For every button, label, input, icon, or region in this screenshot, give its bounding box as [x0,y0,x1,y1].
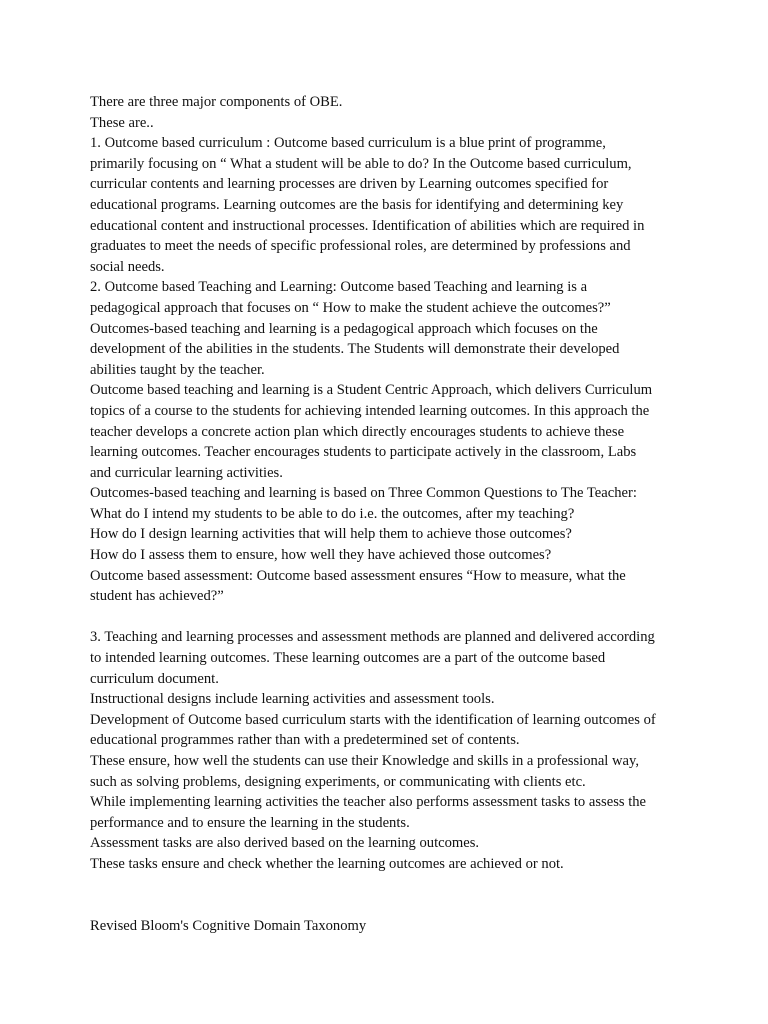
text-line: and curricular learning activities. [90,464,283,481]
section-teaching-assessment [90,627,690,874]
text-line: These are.. [90,114,154,131]
text-line: While implementing learning activities the teacher also performs assessment tasks to assess the [90,794,647,811]
text-line: primarily focusing on “ What a student will be able to do? In the Outcome based curriculum, [90,155,632,172]
text-line: Outcome based teaching and learning is a Student Centric Approach, which delivers Curriculum [90,382,653,399]
text-line: How do I design learning activities that will help them to achieve those outcomes? [90,526,572,543]
text-line: How do I assess them to ensure, how well they have achieved those outcomes? [90,547,552,564]
paragraph-gap [90,607,690,628]
text-line: performance and to ensure the learning in the students. [90,814,410,831]
text-line: development of the abilities in the students. The Students will demonstrate their developed [90,341,620,358]
text-line: topics of a course to the students for achieving intended learning outcomes. In this approach the [90,402,650,419]
text-line: Outcome based assessment: Outcome based assessment ensures “How to measure, what the [90,567,626,584]
text-line: 3. Teaching and learning processes and assessment methods are planned and delivered according [90,629,655,646]
text-line: These tasks ensure and check whether the learning outcomes are achieved or not. [90,855,564,872]
section-heading: Revised Bloom's Cognitive Domain Taxonomy [90,917,367,934]
text-line: 1. Outcome based curriculum : Outcome based curriculum is a blue print of programme, [90,135,606,152]
paragraph-gap [90,875,690,916]
text-line: curricular contents and learning processes are driven by Learning outcomes specified for [90,176,609,193]
text-line: student has achieved?” [90,588,224,605]
text-line: Assessment tasks are also derived based on the learning outcomes. [90,835,480,852]
text-line: Outcomes-based teaching and learning is a pedagogical approach which focuses on the [90,320,598,337]
text-line: graduates to meet the needs of specific professional roles, are determined by professions and [90,238,631,255]
text-line: There are three major components of OBE. [90,94,343,110]
text-line: such as solving problems, designing experiments, or communicating with clients etc. [90,773,586,790]
text-line: to intended learning outcomes. These learning outcomes are a part of the outcome based [90,650,606,667]
text-line: educational content and instructional processes. Identification of abilities which are required in [90,217,645,234]
text-line: pedagogical approach that focuses on “ How to make the student achieve the outcomes?” [90,299,611,316]
text-line: social needs. [90,258,165,275]
text-line: Development of Outcome based curriculum starts with the identification of learning outcomes of [90,711,656,728]
text-line: learning outcomes. Teacher encourages students to participate actively in the classroom, Labs [90,444,637,461]
document-page [90,92,690,936]
text-line: Outcomes-based teaching and learning is based on Three Common Questions to The Teacher: [90,485,637,502]
text-line: educational programmes rather than with a predetermined set of contents. [90,732,520,749]
text-line: curriculum document. [90,670,219,687]
text-line: abilities taught by the teacher. [90,361,265,378]
text-line: Instructional designs include learning activities and assessment tools. [90,691,495,708]
text-line: teacher develops a concrete action plan which directly encourages students to achieve these [90,423,625,440]
section-obe-components [90,92,690,607]
text-line: What do I intend my students to be able to do i.e. the outcomes, after my teaching? [90,505,575,522]
text-line: 2. Outcome based Teaching and Learning: Outcome based Teaching and learning is a [90,279,588,296]
text-line: educational programs. Learning outcomes are the basis for identifying and determining key [90,196,624,213]
text-line: These ensure, how well the students can use their Knowledge and skills in a professional way, [90,753,640,769]
